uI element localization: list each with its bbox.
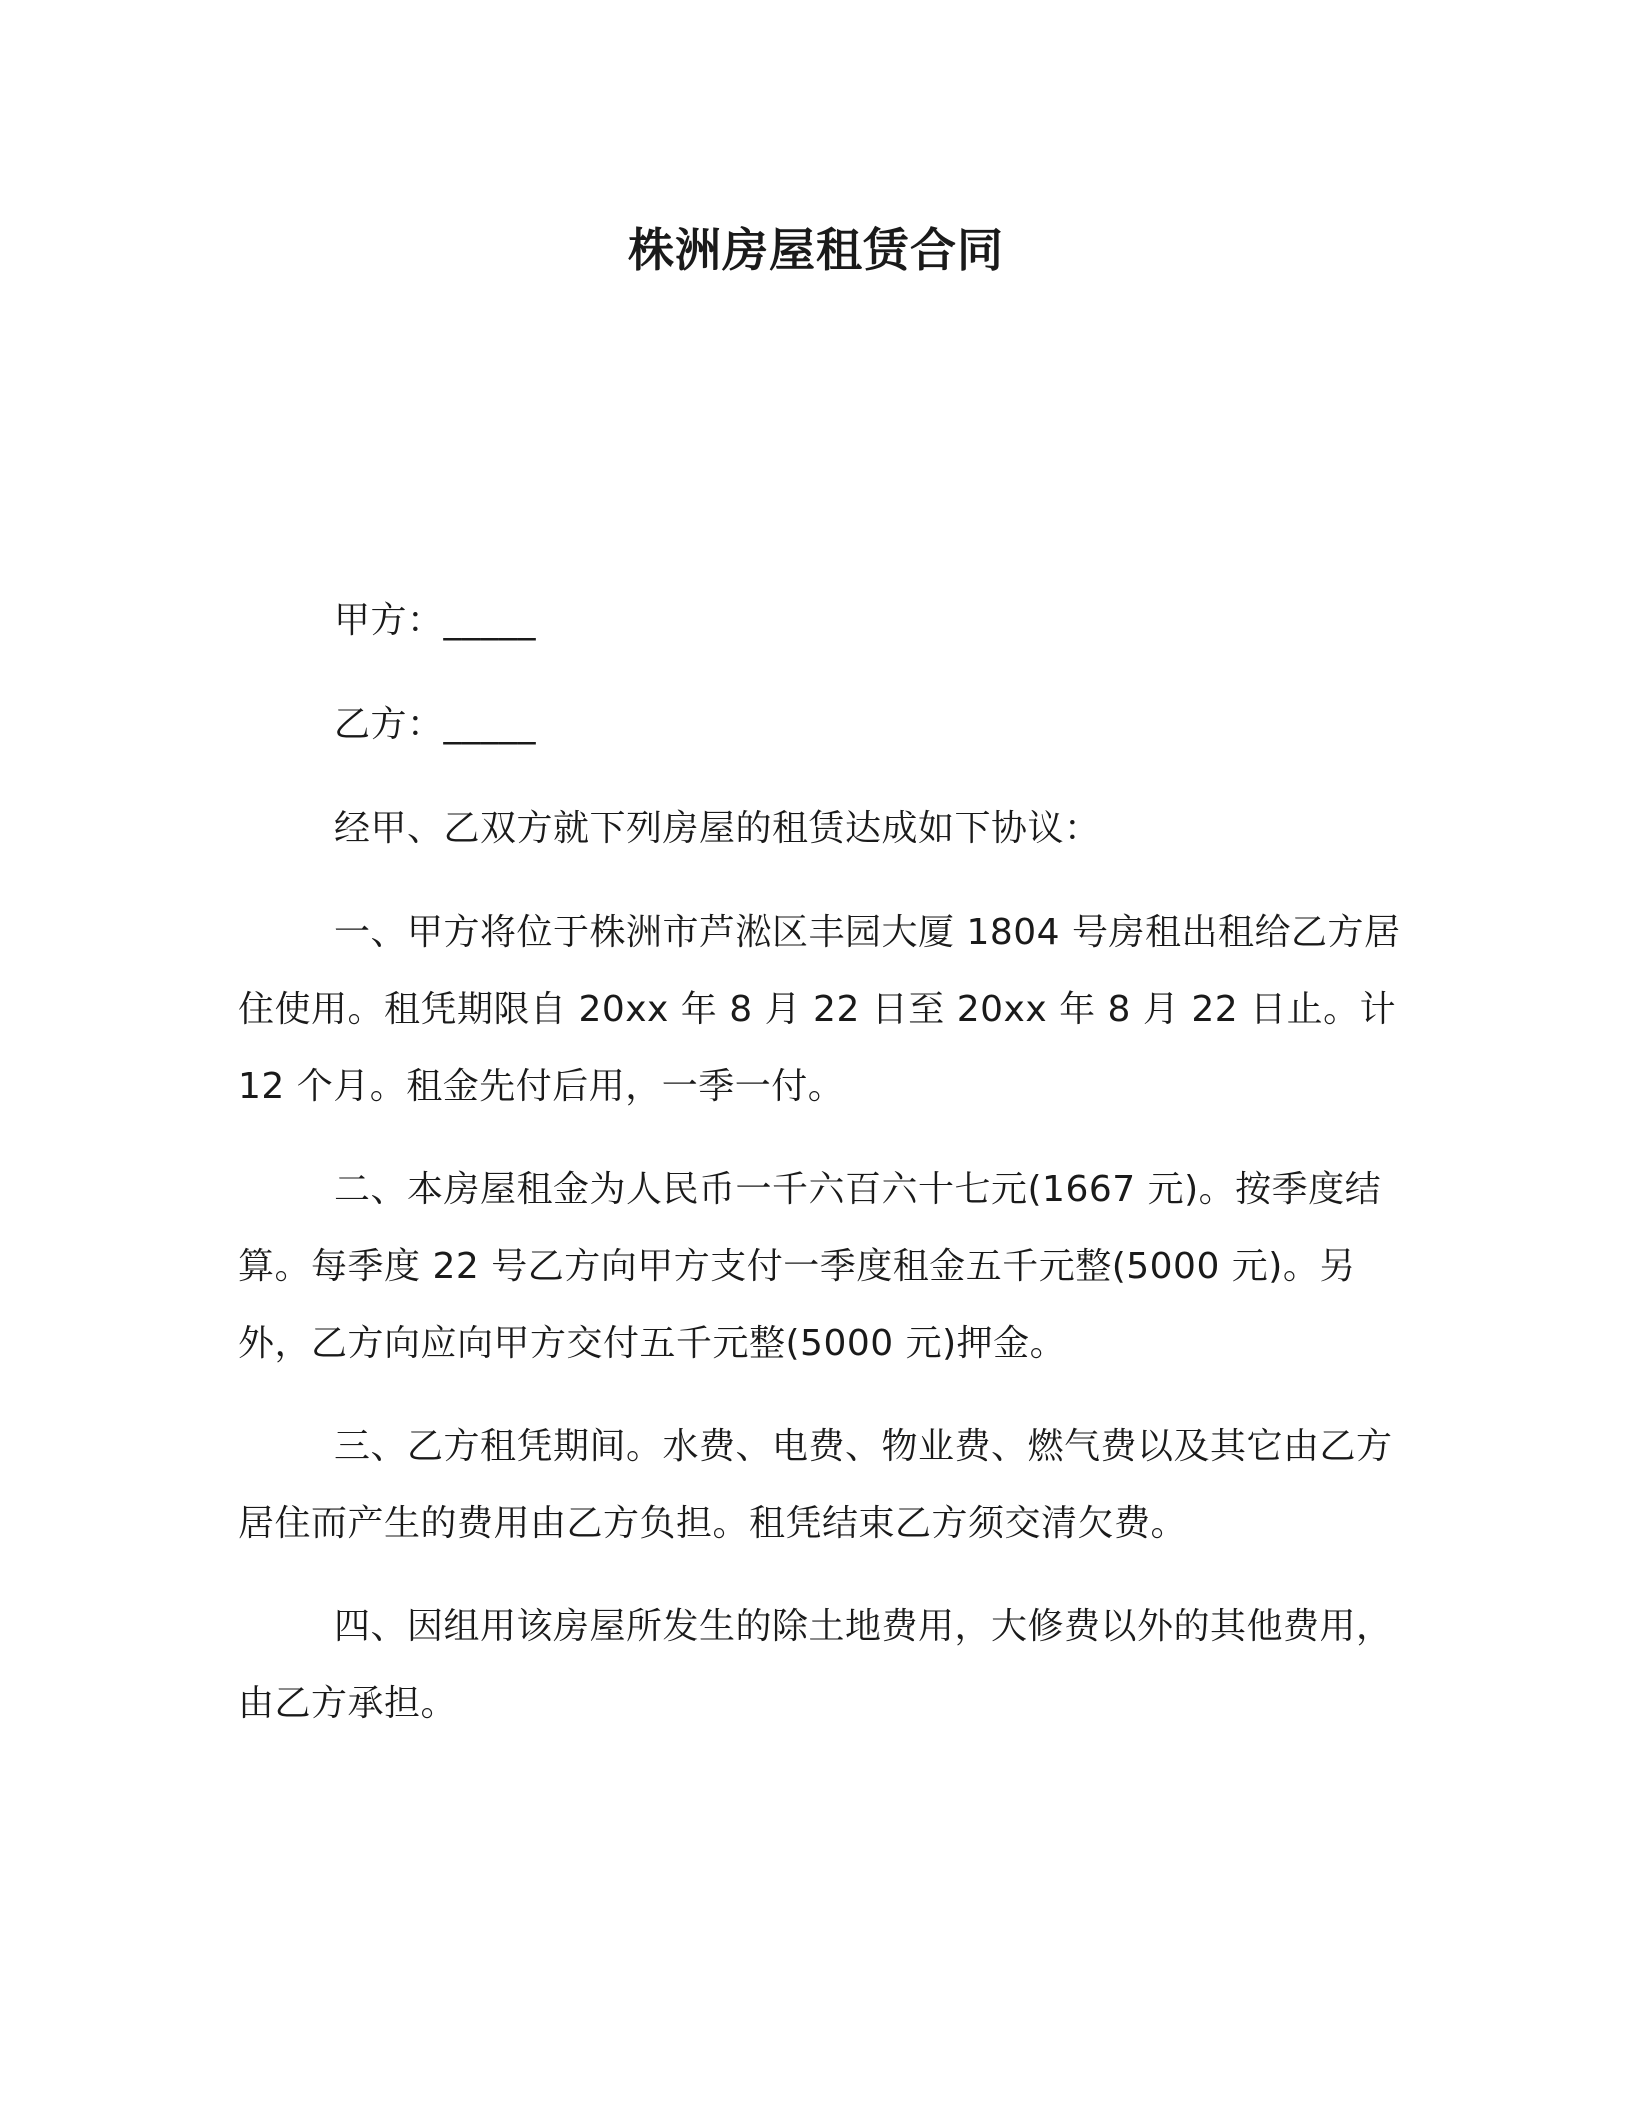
clause-paragraph: 三、乙方租凭期间。水费、电费、物业费、燃气费以及其它由乙方居住而产生的费用由乙方负担。租凭结束乙方须交清欠费。 — [238, 1426, 1393, 1544]
clause-paragraph: 四、因组用该房屋所发生的除土地费用，大修费以外的其他费用，由乙方承担。 — [238, 1606, 1393, 1724]
clause-paragraph: 二、本房屋租金为人民币一千六百六十七元(1667 元)。按季度结算。每季度 22 号乙方向甲方支付一季度租金五千元整(5000 元)。另外，乙方向应向甲方交付五千元整(5000 元)押金。 — [238, 1169, 1382, 1364]
intro-paragraph: 经甲、乙双方就下列房屋的租赁达成如下协议： — [334, 808, 1101, 849]
document-title: 株洲房屋租赁合同 — [628, 223, 1004, 277]
party-a-line: 甲方：_____ — [334, 600, 537, 641]
party-b-line: 乙方：_____ — [334, 704, 537, 745]
clause-paragraph: 一、甲方将位于株洲市芦淞区丰园大厦 1804 号房租出租给乙方居住使用。租凭期限自 20xx 年 8 月 22 日至 20xx 年 8 月 22 日止。计 12 个月。租金先付后用，一季一付。 — [238, 912, 1401, 1107]
